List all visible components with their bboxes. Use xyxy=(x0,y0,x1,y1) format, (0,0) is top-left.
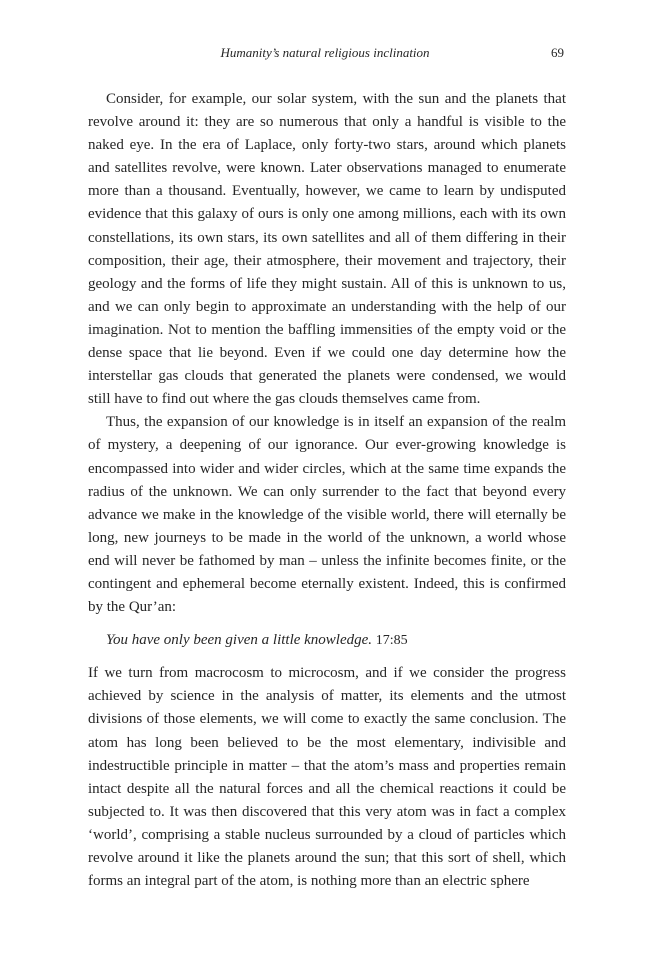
quote-reference: 17:85 xyxy=(375,633,408,649)
body-text xyxy=(88,88,566,893)
paragraph-knowledge-expansion: Thus, the expansion of our knowledge is in itself an expansion of the realm of mystery, a deepening of our ignorance. Our ever-growing knowledge is encompassed into wider and wider circles, which at the same time expands the radius of the unknown. We can only surrender to the fact that beyond every advance we make in the knowledge of the visible world, there will eternally be long, new journeys to be made in the world of the unknown, a world whose end will never be fathomed by man – unless the infinite becomes finite, or the contingent and ephemeral become eternally existent. Indeed, this is confirmed by the Qur’an: xyxy=(88,414,566,616)
quote-text: You have only been given a little knowledge. xyxy=(106,632,373,649)
paragraph-microcosm: If we turn from macrocosm to microcosm, and if we consider the progress achieved by science in the analysis of matter, its elements and the utmost divisions of those elements, we will come to exactly the same conclusion. The atom has long been believed to be the most elementary, indivisible and indestructible principle in matter – that the atom’s mass and properties remain intact despite all the natural forces and all the chemical reactions it could be subjected to. It was then discovered that this very atom was in fact a complex ‘world’, comprising a stable nucleus surrounded by a cloud of particles which revolve around it like the planets around the sun; that this sort of shell, which forms an integral part of the atom, is nothing more than an electric sphere xyxy=(88,665,566,890)
page-number: 69 xyxy=(551,45,564,60)
running-header xyxy=(0,45,650,65)
paragraph-solar-system: Consider, for example, our solar system, with the sun and the planets that revolve around it: they are so numerous that only a handful is visible to the naked eye. In the era of Laplace, only forty-two stars, around which planets and satellites revolve, were known. Later observations managed to enumerate more than a thousand. Eventually, however, we came to learn by undisputed evidence that this galaxy of ours is only one among millions, each with its own constellations, its own stars, its own satellites and all of them differing in their composition, their age, their atmosphere, their movement and trajectory, their geology and the forms of life they might sustain. All of this is unknown to us, and we can only begin to approximate an understanding with the help of our imagination. Not to mention the baffling immensities of the empty void or the dense space that lie beyond. Even if we could one day determine how the interstellar gas clouds that generated the planets were condensed, we would still have to find out where the gas clouds themselves came from. xyxy=(88,91,566,408)
running-title: Humanity’s natural religious inclination xyxy=(220,45,430,60)
quran-quote xyxy=(88,629,566,652)
